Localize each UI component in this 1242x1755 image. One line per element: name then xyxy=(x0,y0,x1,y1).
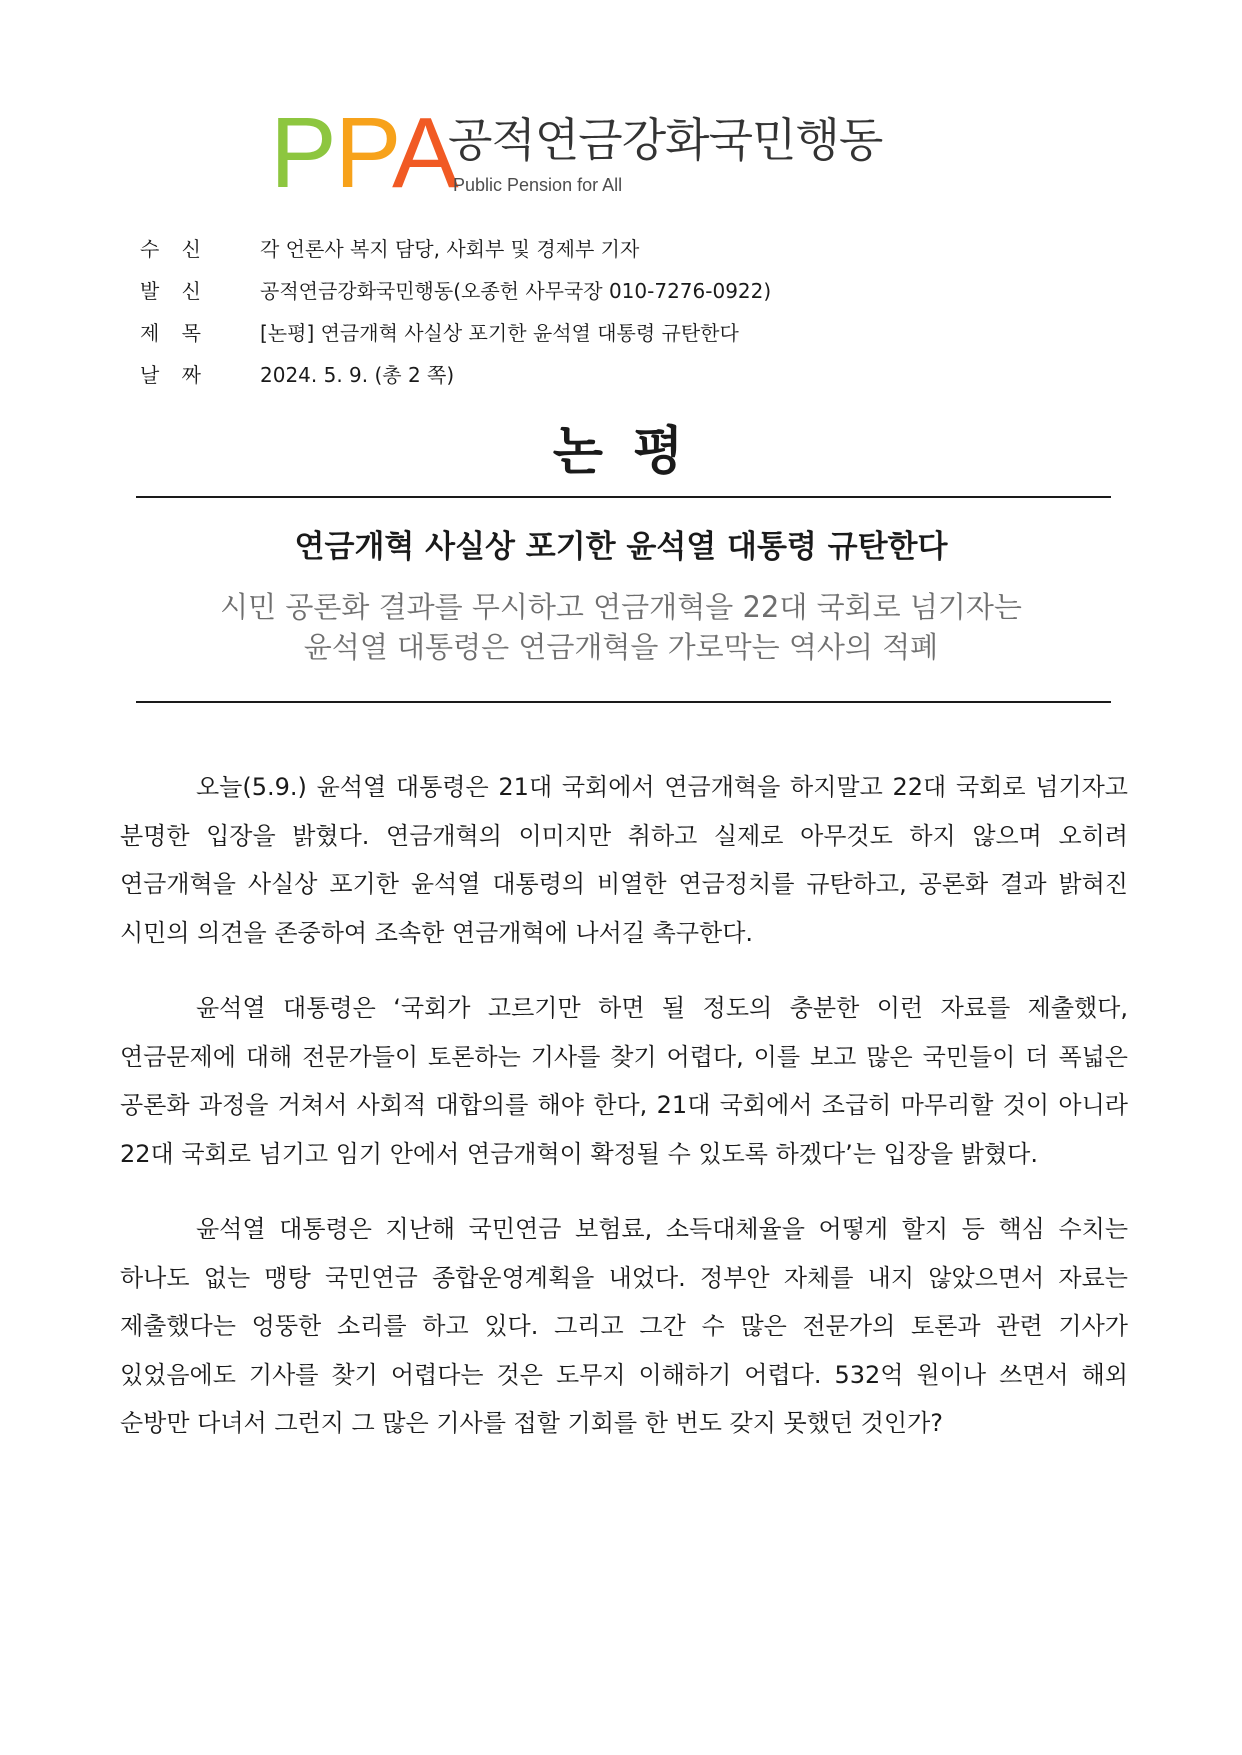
meta-row-sender xyxy=(140,268,1040,310)
meta-label: 수 신 xyxy=(140,236,209,261)
ppa-logo xyxy=(270,97,890,209)
document-body xyxy=(120,763,1128,1475)
divider-top xyxy=(136,496,1111,498)
logo-letter-p2: P xyxy=(334,97,392,209)
meta-row-subject xyxy=(140,310,1040,352)
document-title: 연금개혁 사실상 포기한 윤석열 대통령 규탄한다 xyxy=(294,529,948,565)
meta-value: 2024. 5. 9. (총 2 쪽) xyxy=(260,362,455,387)
logo-letter-a: A xyxy=(391,97,457,209)
divider-bottom xyxy=(136,701,1111,703)
document-heading: 논 평 xyxy=(552,422,690,482)
body-paragraph-2: 윤석열 대통령은 ‘국회가 고르기만 하면 될 정도의 충분한 이런 자료를 제출했다, 연금문제에 대해 전문가들이 토론하는 기사를 찾기 어렵다, 이를 보고 많은 국민들이 더 폭넓은 공론화 과정을 거쳐서 사회적 대합의를 해야 한다, 21대 국회에서 조급히 마무리할 것이 아니라 22대 국회로 넘기고 임기 안에서 연금개혁이 확정될 수 있도록 하겠다’는 입장을 밝혔다. xyxy=(120,994,1128,1168)
meta-value: 각 언론사 복지 담당, 사회부 및 경제부 기자 xyxy=(260,236,640,261)
meta-label: 제 목 xyxy=(140,320,209,345)
document-subtitle-line-1: 시민 공론화 결과를 무시하고 연금개혁을 22대 국회로 넘기자는 xyxy=(220,590,1022,624)
organization-english-name: Public Pension for All xyxy=(453,175,623,195)
meta-value: 공적연금강화국민행동(오종헌 사무국장 010-7276-0922) xyxy=(260,278,772,303)
meta-row-date xyxy=(140,352,1040,394)
body-paragraph-3: 윤석열 대통령은 지난해 국민연금 보험료, 소득대체율을 어떻게 할지 등 핵심 수치는 하나도 없는 맹탕 국민연금 종합운영계획을 내었다. 정부안 자체를 내지 않았으면서 자료는 제출했다는 엉뚱한 소리를 하고 있다. 그리고 그간 수 많은 전문가의 토론과 관련 기사가 있었음에도 기사를 찾기 어렵다는 것은 도무지 이해하기 어렵다. 532억 원이나 쓰면서 해외 순방만 다녀서 그런지 그 많은 기사를 접할 기회를 한 번도 갖지 못했던 것인가? xyxy=(120,1215,1128,1437)
meta-label: 발 신 xyxy=(140,278,209,303)
meta-row-recipient xyxy=(140,226,1040,268)
logo-letter-p1: P xyxy=(270,97,335,209)
ppa-logo-letters xyxy=(270,97,457,209)
meta-value: [논평] 연금개혁 사실상 포기한 윤석열 대통령 규탄한다 xyxy=(260,320,739,345)
document-subtitle-line-2: 윤석열 대통령은 연금개혁을 가로막는 역사의 적폐 xyxy=(303,630,939,664)
document-meta xyxy=(140,226,1040,394)
organization-name: 공적연금강화국민행동 xyxy=(448,113,883,167)
body-paragraph-1: 오늘(5.9.) 윤석열 대통령은 21대 국회에서 연금개혁을 하지말고 22대 국회로 넘기자고 분명한 입장을 밝혔다. 연금개혁의 이미지만 취하고 실제로 아무것도 하지 않으며 오히려 연금개혁을 사실상 포기한 윤석열 대통령의 비열한 연금정치를 규탄하고, 공론화 결과 밝혀진 시민의 의견을 존중하여 조속한 연금개혁에 나서길 촉구한다. xyxy=(120,773,1128,947)
meta-label: 날 짜 xyxy=(140,362,209,387)
